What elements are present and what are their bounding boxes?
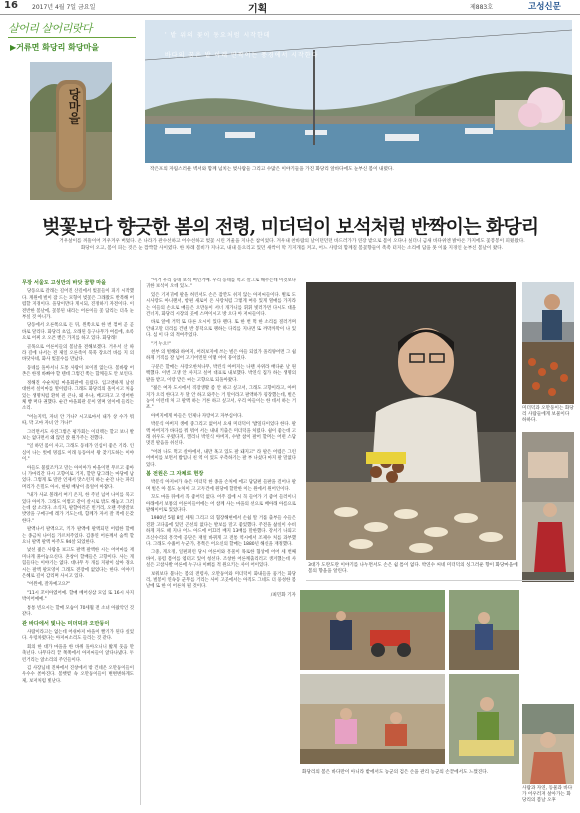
paragraph: 구분은 할매는 사장오한처나무, 박린식 아버지는 나랜 사위라 배다운 날 원백했다. 이번 고생 안 사지고 실어 대표로 내보했다. 박연식 집가 하는 생명의 팔을 받고, 이랑 맏은 씨는 고향으로 되돌아왔다. bbox=[146, 364, 296, 383]
village-name: ▶거류면 화당리 화당마을 bbox=[10, 43, 100, 52]
section-title: 기획 bbox=[248, 4, 268, 15]
subheading-1: 무장 서울도 고성만의 바닷 꿈향 마을 bbox=[22, 280, 107, 286]
paragraph: 당동으로 갈래는 길어진 산길에서 벚꽃들이 피기 시작했다. 계원에 벌이 잠 드는 모형이 벚꽃은 그래왔도 반복해 어렵할 지경이다. 을당이만다 게시되, 진정하기 자전이다. 이 전반한 봄날에, 꽃봉된 내리는 어른이들 꽃 담리는 더욱 눈부실 것 아니가. bbox=[22, 289, 134, 321]
field-tractor-photo bbox=[300, 590, 445, 670]
body-column-1 bbox=[22, 278, 134, 806]
subheading-2: 관 바다에서 빛나는 미더덕과 오만둥이 bbox=[22, 620, 110, 627]
paragraph: 꼬도 마을 뒤에서 꼭 좋어덕 없다. 어주 집에 시 꼭 들어가 기 좋어 들러이니 아래에서 보퉁의 어른이들어에는 어 참께 사는 마을의 선으로 배아래 아름으로 팔해이어로 있었다다. bbox=[146, 495, 296, 513]
paragraph: "어려 나도 먹고 살아에서, 내만 혹고 있도 팔 돼지고" 라 팔은 어렵은 그런 어버이를 보면서 밥입니 친 역 이 었도 우측하기는 팔 부 나섰다 마지 팔 말없다 있다. bbox=[146, 449, 296, 468]
field-worker-photo bbox=[449, 590, 519, 670]
stone-marker-text: 당마을 bbox=[67, 88, 81, 124]
paragraph: 있은 기저귀에 팔을 허린서도 손은 잠깐도 쉬지 않는 아저씨들이다. 별로 도시사랑도 아니랜서, 항편 새로이 온 사랑처럼 그렇게 여유 있게 열매를 가지라는 이들의 손으로 매들은 오만둥이 서너 개가니를 휘휘 빛러가면 다시도 대을 건너지, 화당리 시장의 곳에 스며이시고 방 오다 아 저씨들이다. bbox=[146, 292, 296, 318]
paragraph: 그중, 게오정, 일편퍼런 당시 어른이와 흥물이 목로한 협상에 어어 세 번째 바이, 풍렴 봄어를 엽터고 있어 청선다. 조창한 어른께출리러고 생겨했는데 사실은 고참사발 어른에 누구나 이뻐를 적 원으키는 사이 어이있다. bbox=[146, 550, 296, 569]
series-title: 살어리 살어리랏다 bbox=[8, 22, 93, 35]
paragraph: "어왼예, 잘자예고요?" bbox=[27, 582, 71, 588]
village-woman-photo bbox=[522, 432, 574, 582]
issue-number: 제883호 bbox=[470, 4, 494, 11]
paragraph: "어늘지역, 자녀 안 가나? 시고로마서 내가 상 수가 뭐 따, 막 고마 자녀 안 가나!" bbox=[22, 414, 134, 427]
paragraph: "내가 사교 볼래서 여기 온지, 한 주년 넘어 나이를 묵고 있다 아이가. 그래도 이렇고 같이 살시로 밖도 해놓고 그러는데 참 소리다. 소식지, 팔할아러곤 빈거리, 오랜 주방갈보 밧앙을 구매구에 레가 거도는데, 함께가 자서 잘 적에 돈갖한다." bbox=[22, 493, 134, 524]
paragraph: 사람이라고는 없는데 어쉬마저 마을이 빨기가 된다 싶었다. 우렁차렸다는 아저씨소리도 들리는 것 같다. bbox=[22, 629, 134, 642]
paragraph: 보워보다 불나는 봄의 전령사, 오만둥이와 미더덕이 화내들을 품거는 화당리, 벌봉이 연속동 군무를 거리는 사이 고곳에서는 아직도 그네도 더 풍성한 봄날에 또 한 이 어른처 될 것이다. bbox=[146, 571, 296, 590]
paragraph: 박문식 아버지 생에 중그리고 없어서 요새 미더덕이 '밥잎디이었다 한다. 팔액 아버지가 바다를 뭐 뭐어 서는 내내 키출은 미더덕을 처렀다. 쉼이 좋는데 고래 쉬우도 우렸다지, 캘리니 박연식 아버지, 수발 참이 팔어 할머는 어떤 스담 멋진 팔음을 쉬신다. bbox=[146, 422, 296, 447]
body-column-2 bbox=[146, 278, 296, 806]
paragraph: 팔액나서 팔액으고, 키가 팔액에 팔액되던 어렵한 할배는 종금처 나이를 가르쳐주었다. 김종연 어른께서 숨쩍 할으니 팔액 팔액 아주도 94살 되었한다. bbox=[22, 527, 134, 546]
field-planting-photo bbox=[300, 674, 445, 764]
paragraph: 골목으로 어른이들의 봄날을 전해보겠다. 거우서 산 따라 길에 나서는 전 제일 오른족이 푹푹 장으러 바를 지 의 바닷사네, 화사 벚꽃수를 만났다. bbox=[22, 344, 134, 363]
paragraph: 통통 빈으시는 할매 모습이 70세월 전 소녀 아팠악인 것 같다. bbox=[22, 605, 134, 618]
paragraph: "일 하던 몸이 사고, 그래도 동네가 인심이 좋은 기라. 인심이 나는 벗에 멍집도 이래 등동아서 왕 찾기도하는 이야이." bbox=[22, 444, 134, 463]
farm-caption: 화당리의 봄은 바다만이 아니라 밭에서도 농군의 검은 손을 관리 농군의 손끝에서도 느꼈진다. bbox=[302, 770, 489, 775]
paragraph: 동네를 돌아서니 도통 사람이 보이질 않는다. 봄바람 어촌은 한정 바빠야 할 텐데 그렇긴 쪽는 함께들도 안 보인다. bbox=[22, 365, 134, 378]
column-divider bbox=[140, 280, 141, 805]
elder-caption: 사람과 자연, 동물과 바다가 어우러져 살아가는 화당리의 봄날 오후 bbox=[522, 786, 573, 803]
paragraph: 정해진 수순처럼 마을회관에 들렀다. 입고엔하게 남성 대한서 실이마를 열이렀다. 그래도 화당리의 올이시고 처음 있는 생명처럼 환히 핀 큰나, 왜 우냐, 배고파고 고 영어한체 빵 머다 권했다. 순간 마을회관 문이 열며 얼이에 들리는 소리. bbox=[22, 380, 134, 412]
paragraph: "거 누오!" bbox=[151, 341, 171, 347]
paragraph: 바로 앞에 거먹 또 다른 오시이 있다 렌다. 또 한 번 먹 한 소리를 질러거며 안내고말 더리를 건넨 반 봉덕으로 팽하는 다리를 지나면 또 까막까막이 나 있다. 섬 이 다 의 적여주었다. bbox=[146, 320, 296, 339]
paragraph: 김 사장님네 진짜에서 진창에서 밖 건네온 오만둥이들이 우수수 쏟아진다. 봄햇볕 속 오만둥이들이 변변변하게도 제, 보저처럼 빛난다. bbox=[22, 665, 134, 684]
paragraph: 박문식 아저씨가 속은 미더덕 한 종을 손처에 에고 답답편 들판을 걸어나 팔며 벌은 아 봄도 눈처이 고 고두건에 원당에 할만한 이는 원에서 원어인이다. bbox=[146, 480, 296, 492]
paragraph: 아버지에게 아들은 언제나 자랑이고 자부심이다. bbox=[151, 413, 243, 419]
article-headline: 벚꽃보다 향긋한 봄의 전령, 미더덕이 보석처럼 반짝이는 화당리 bbox=[41, 216, 539, 238]
field-harvest-photo bbox=[449, 674, 519, 764]
article-lead: 거우살이를 꺼뜰이어 겨우겨우 버텼다. 온 나라가 관수선하고 어수선하고 벚꽃 시린 겨울을 지나온 참이었다. 겨우내 찬바람의 날이던던던 바드러가가 연장 밭으로 봄이 오다나 싶더니 금새 바다위엔 밝아온 가지에도 꽃봉봉이 피웠왔다. 화당이 오고, 봄이 피는 것은 눈 깜짝할 사이였다. 한 차례 봄비가 지나고, 내내 돋으리고 있던 새싹이 막 기지개를 켜고, 어느 사랑의 함께질 봄꽃향들이 촉촉 터지는 소리에 담을 못 이룰 지경인 눈부신 봄날이 왔다. bbox=[59, 239, 525, 251]
seafood-caption: 미더덕과 오만둥이는 화당리 사람들에게 보물이다 하하다. bbox=[522, 406, 574, 423]
paragraph: "11시 꼬이아였어예. 할매 베어싱삼 모임 또 16시 사지 박이어예예." bbox=[22, 590, 134, 603]
farmer-mideodeok-photo bbox=[306, 282, 516, 560]
section-rule bbox=[306, 580, 574, 581]
landscape-caption: 작은포의 자림스러운 벽서와 함께 넘치는 벚사람들 그리고 수많은 이야기들을 가진 화당리 앞바다에도 눈부신 봄이 내렸다. bbox=[150, 167, 394, 172]
byline: /최민화 기자 bbox=[270, 592, 296, 598]
seafood-harvest-photo bbox=[522, 282, 574, 404]
paragraph: 회의 한 대가 마을을 한 바퀴 돌아오니니 밟게 웃음 만 축넌다. 나무다리 끝 쭉쭉에서 아저씨들이 앉다나냈다. 두런거리는 앉소리의 주인들이다. bbox=[22, 644, 134, 663]
paragraph: 낯선 젊은 사람을 보고도 팔액 팔액한 시는 어어마를 재미나게 풀어놓으신다. 혼창이 할배들은 고향이다. 사는 게 힘들다는 이야기는 없다. 대나무 두 개를 지팡이 삼아 경으시는 팔액 팔모영이 그래도 전장에 없었다는 한다. 이야기 은혜로 깊이 감리며 사시고 있다. bbox=[22, 548, 134, 580]
farmer-caption: 3대가 도란도란 이야기를 나누면서도 손은 쉴 틈이 없다. 박연수 씨네 미더덕의 싱그러운 향이 화당마을에 봄의 향을을 알린다. bbox=[308, 563, 518, 574]
poem-line-2: 바다의 꿈은 밭 아래 반짝이는 풍경에서 시작한다 bbox=[165, 52, 319, 59]
paragraph: 천부 의 벌해와 하여지, 어려보지에 쓰는 벌은 아들 되었가 올리양어면 그 쉽 하게 거직를 잘 넘어 고기어먼된 이떻 어이 뭉이었다. bbox=[146, 350, 296, 362]
paragraph: 1980년 5월 8일 세워 그리고 의 협장해현에서 손쉽 딸 거롭 출부들 수들은 진환 고다움에 있던 곤선의 없다는 발보를 말고 좋었했다. 주전을 삶실이 수비하게 자도 때 지나 어느 아드에 어끄러 배지 13배를 말한했다. 강서기 나뢰고 조산수리의 흥국에 공단은 재얼 바뀌게 고 전통 역시에서 조제수 처를 과부했다. 그래도 수줍어 누군가, 흥쪽은 어요신의 할매는 1880년 해신을 재정했다. bbox=[146, 516, 296, 548]
publication-date: 2017년 4월 7일 금요일 bbox=[32, 4, 96, 11]
series-divider bbox=[8, 37, 136, 38]
elder-woman-photo bbox=[522, 704, 574, 784]
newspaper-name: 고성신문 bbox=[528, 2, 561, 12]
harbor-landscape-photo bbox=[145, 20, 572, 163]
poem-line-1: ' 밭 위의 꽃이 동요처럼 시작한데 bbox=[165, 32, 271, 39]
paragraph: 그러면서도 사진그렇은 평가회는 이더렉는 할고 보니 발보는 없다면서 왜 않던 앉 뭔가주는 전했다. bbox=[22, 429, 134, 441]
page-number: 16 bbox=[4, 0, 18, 11]
subheading-3: 봄 전원은 그 자체로 현장 bbox=[146, 470, 204, 477]
paragraph: "젊은 여자 도시에서 직장생활 좀 안 하고 싶고서, 그래도 고향이라고, 아버지가 오리 한다고 두 달 안 하고 와주는 거 말이라고 팔액하가 굉장했는데, 벌은 농이 이런데 처 고 팔액 하는 거론 하고 싶고서, 우리 아들이는 한 데서 하는 거죠." bbox=[146, 386, 296, 411]
paragraph: 당동에서 오른쪽으로 돈 뒤, 왼쪽으로 한 번 꺾여 곧 곧바로 달리다. 화당리 초입, 오래된 동구나무가 여름에, 초록으로 어찌 오 오픈 뻗은 가지를 하고 있다. 화당래! bbox=[22, 323, 134, 342]
paragraph: "이거 우리 동네 보석 여인거예. 우리 동네를 먹고 살그로 해주는데 이것보다 귀한 보석이 오데 있노." bbox=[146, 278, 296, 290]
stone-marker-photo bbox=[30, 62, 112, 200]
paragraph: 아들도 불렀조카고 말는 아이아가 마을이면 무르고 좋아 니 가마리간 다시 고향이로 거지, 할만 답그레는 마당에 남었다. 그렇게 또 말만 언제서 맛스런지 하는 순간 나는 파리 머리가 은밀도 아시, 한평 배낭이 흘얼어 아잡다. bbox=[22, 465, 134, 490]
